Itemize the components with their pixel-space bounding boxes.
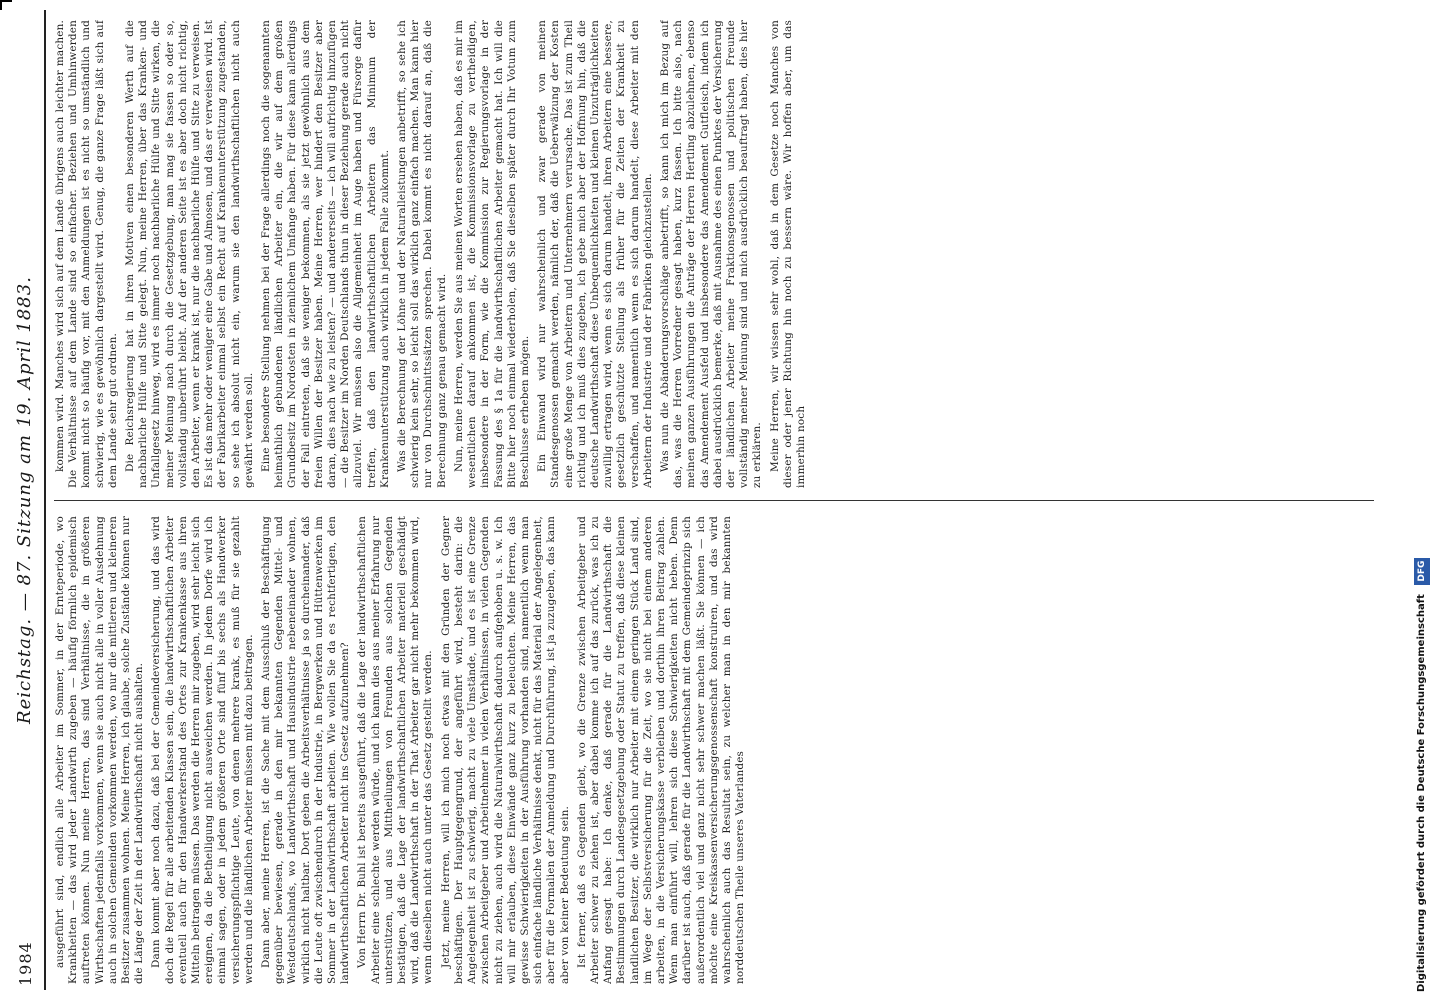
dfg-logo: DFG <box>1414 558 1430 585</box>
page-number: 1984 <box>16 941 35 986</box>
digitization-credit <box>1414 8 1430 992</box>
digitization-credit-text: Digitalisierung gefördert durch die Deutsche Forschungsgemeinschaft <box>1416 594 1427 992</box>
paragraph: Die Reichsregierung hat in ihren Motiven einen besonderen Werth auf die nachbarliche Hülfe und Sitte gelegt. Nun, meine Herren, über das Kranken- und Unfallgesetz hinweg, wird es immer noch nachbarliche Hülfe und Sitte wirken, die meiner Meinung nach durch die Gesetzgebung, man mag sie fassen so oder so, vollständig unberührt bleibt. Auf der anderen Seite ist es aber doch nicht richtig, den Arbeiter, wenn er krank ist, nur die nachbarliche Hülfe und Sitte zu verweisen. Es ist das mehr oder weniger eine Gabe und Almosen, und das er verweisen wird. Ist der Fabrikarbeiter einmal selbst ein Recht auf Krankenunterstützung zugestanden, so sehe ich absolut nicht ein, warum sie den landwirthschaftlichen nicht auch gewährt werden soll. <box>124 20 255 488</box>
running-title: Reichstag. — 87. Sitzung am 19. April 1883. <box>14 276 35 724</box>
paragraph: Meine Herren, wir wissen sehr wohl, daß in dem Gesetze noch Manches von dieser oder jener Richtung hin noch zu bessern wäre. Wir hoffen aber, um das immerhin noch <box>768 20 807 488</box>
crop-mark <box>0 0 12 10</box>
page-header <box>10 10 46 990</box>
paragraph: kommen wird. Manches wird sich auf dem Lande übrigens auch leichter machen. Die Verhältnisse auf dem Lande sind so einfacher. Beziehen und Umhinwerden kommt nicht so häufig vor, mit den Anmeldungen ist es nicht so umständlich und schwierig, wie es gewöhnlich dargestellt wird. Genug, die ganze Frage läßt sich auf dem Lande sehr gut ordnen. <box>54 20 119 488</box>
paragraph: Ein Einwand wird nur wahrscheinlich und zwar gerade von meinen Standesgenossen gemacht werden, nämlich der, daß die Ueberwälzung der Kosten eine große Menge von Arbeitern und Unternehmern verursache. Das ist zum Theil richtig und ich muß dies zugeben, ich gebe mich aber der Hoffnung hin, daß die deutsche Landwirthschaft diese Unbequemlichkeiten und kleinen Unzuträglichkeiten zuwillig ertragen wird, wenn es sich darum handelt, ihren Arbeitern eine bessere, gesetzlich geschützte Stellung als früher für die Zeiten der Krankheit zu verschaffen, und namentlich wenn es sich darum handelt, diese Arbeiter mit den Arbeitern der Industrie und der Fabriken gleichzustellen. <box>536 20 654 488</box>
paragraph: Von Herrn Dr. Buhl ist bereits ausgeführt, daß die Lage der landwirthschaftlichen Arbeiter eine schlechte werden würde, und ich kann dies aus meiner Erfahrung nur unterstützen, und aus Mittheilungen von Freunden aus solchen Gegenden bestätigen, daß die Lage der landwirthschaftlichen Arbeiter materiell geschädigt wird, daß die Landwirthschaft in der That Arbeiter gar nicht mehr bekommen wird, wenn dieselben nicht auch unter das Gesetz gestellt werden. <box>356 516 435 984</box>
paragraph: Dann aber, meine Herren, ist die Sache mit dem Ausschluß der Beschäftigung gegenüber bewiesen, gerade in den mir bekannten Gegenden Mittel- und Westdeutschlands, wo Landwirthschaft und Hausindustrie nebeneinander wohnen, wirklich nicht haltbar. Dort geben die Arbeitsverhältnisse ja so durcheinander, daß die Leute oft zwischendurch in der Industrie, in Bergwerken und Hüttenwerken im Sommer in der Landwirthschaft arbeiten. Wie wollen Sie da es rechtfertigen, den landwirthschaftlichen Arbeiter nicht ins Gesetz aufzunehmen? <box>260 516 352 984</box>
paragraph: Was die Berechnung der Löhne und der Naturalleistungen anbetrifft, so sehe ich schwierig kein sehr, so leicht soll das wirklich ganz einfach machen. Man kann hier nur von Durchschnittssätzen sprechen. Dabei kommt es nicht darauf an, daß die Berechnung ganz genau gemacht wird. <box>396 20 448 488</box>
paragraph: Eine besondere Stellung nehmen bei der Frage allerdings noch die sogenannten heimathlich gebundenen ländlichen Arbeiter ein, die wir auf dem großen Grundbesitz im Nordosten in ziemlichem Umfange haben. Für diese kann allerdings der Fall eintreten, daß sie weniger bekommen, als sie jetzt gewöhnlich aus dem freien Willen der Besitzer haben. Meine Herren, wer hindert den Besitzer aber daran, dies nach wie zu leisten? — und andererseits — ich will aufrichtig hinzufügen — die Besitzer im Norden Deutschlands thun in dieser Beziehung gerade auch nicht allzuviel. Wir müssen also die Allgemeinheit im Auge haben und Fürsorge dafür treffen, daß den landwirthschaftlichen Arbeitern das Minimum der Krankenunterstützung auch wirklich in jedem Falle zukommt. <box>260 20 391 488</box>
paragraph: Nun, meine Herren, werden Sie aus meinen Worten ersehen haben, daß es mir im wesentlichen darauf ankommen ist, die Kommissionsvorlage zu vertheidigen, insbesondere in der Form, wie die Kommission zur Regierungsvorlage in der Fassung des § 1a für die landwirthschaftlichen Arbeiter gemacht hat. Ich will die Bitte hier noch einmal wiederholen, daß Sie dieselben später durch Ihr Votum zum Beschlusse erheben mögen. <box>452 20 531 488</box>
paragraph: Dann kommt aber noch dazu, daß bei der Gemeindeversicherung, und das wird doch die Regel für alle arbeitenden Klassen sein, die landwirthschaftlichen Arbeiter eventuell auch für den Handwerkerstand des Ortes zur Krankenkasse aus ihren Mitteln beitragen müssen. Das werden die Herren mir zugeben, wird sehr leicht sich ereignen, da die Betheiligung nicht ausweichen werden. In jedem Dorfe wird ich einmal sagen, oder in jedem größeren Orte sind fünf bis sechs als Handwerker versicherungspflichtige Leute, von denen mehrere krank, es muß für sie gezahlt werden und die ländlichen Arbeiter müssen mit dazu beitragen. <box>150 516 255 984</box>
right-column <box>54 20 1374 488</box>
paragraph: ausgeführt sind, endlich alle Arbeiter im Sommer, in der Ernteperiode, wo Krankheiten — das wird jeder Landwirth zugeben — häufig förmlich epidemisch auftreten können. Nun meine Herren, das sind Verhältnisse, die in größeren Wirthschaften jedenfalls vorkommen, wenn sie auch nicht alle in voller Ausdehnung auch in solchen Gemeinden vorkommen werden, wo nur die mittleren und kleineren Besitzer zusammen wohnen. Meine Herren, ich glaube, solche Zustände können nur die Länge der Zeit in der Landwirthschaft nicht aushalten. <box>54 516 146 984</box>
rotated-page-content <box>10 10 1390 990</box>
left-column <box>54 516 1374 984</box>
paragraph: Was nun die Abänderungsvorschläge anbetrifft, so kann ich mich im Bezug auf das, was die Herren Vorredner gesagt haben, kurz fassen. Ich bitte also, nach meinen ganzen Ausführungen die Anträge der Herren Hertling abzulehnen, ebenso das Amendement Ausfeld und insbesondere das Amendement Gutfleisch, indem ich dabei ausdrücklich bemerke, daß mit Ausnahme des einen Punktes der Versicherung der ländlichen Arbeiter meine Fraktionsgenossen und politischen Freunde vollständig meiner Meinung sind und mich ausdrücklich beauftragt haben, dies hier zu erklären. <box>658 20 764 488</box>
column-divider <box>54 500 1374 501</box>
paragraph: Ist ferner, daß es Gegenden giebt, wo die Grenze zwischen Arbeitgeber und Arbeiter schwer zu ziehen ist, aber dabei komme ich auf das zurück, was ich zu Anfang gesagt habe: Ich denke, daß gerade für die Landwirthschaft die Bestimmungen durch Landesgesetzgebung oder Statut zu treffen, daß diese kleinen landlichen Besitzer, die wirklich nur Arbeiter mit einem geringen Stück Land sind, im Wege der Selbstversicherung für die Zeit, wo sie nicht bei einem anderen arbeiten, in die Versicherungskasse verbleiben und dorthin ihren Beitrag zahlen. Wenn man einführt will, lehren sich diese Schwierigkeiten nicht heben. Denn darüber ist auch, daß gerade für die Landwirthschaft mit dem Gemeindeprinzip sich außerordentlich viel und ganz nicht sehr schwer machen läßt. Sie können — ich möchte eine Kreiskassenversicherungsgenossenschaft konstruiren, und das wird wahrscheinlich auch das Resultat sein, zu welcher man in den mir bekannten norddeutschen Theile unseres Vaterlandes <box>575 516 747 984</box>
paragraph: Jetzt, meine Herren, will ich mich noch etwas mit den Gründen der Gegner beschäftigen. Der Hauptgegengrund, der angeführt wird, besteht darin: die Angelegenheit ist zu schwierig, macht zu viele Umstände, und es ist eine Grenze zwischen Arbeitgeber und Arbeitnehmer in vielen Verhältnissen, in vielen Gegenden nicht zu ziehen, auch wird die Naturalwirthschaft dadurch aufgehoben u. s. w. Ich will mir erlauben, diese Einwände ganz kurz zu beleuchten. Meine Herren, das gewisse Schwierigkeiten in der Ausführung vorhanden sind, namentlich wenn man sich einfache ländliche Verhältnisse denkt, nicht für das Material der Angelegenheit, aber für die Formalien der Anmeldung und Durchführung, ist ja zuzugeben, das kann aber von keiner Bedeutung sein. <box>439 516 571 984</box>
